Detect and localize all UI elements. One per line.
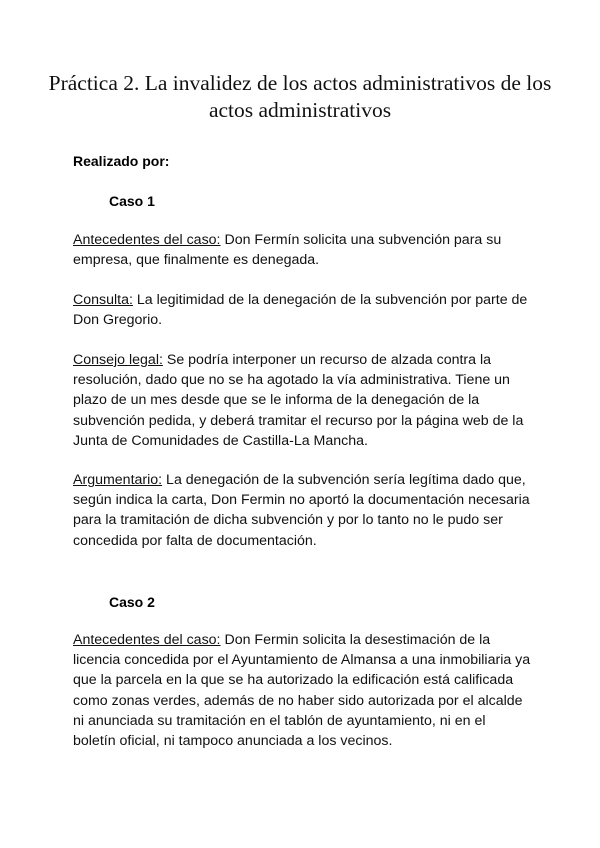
section-label: Argumentario: (73, 472, 163, 488)
section-label: Consulta: (73, 292, 133, 308)
case-1-consejo-legal (73, 350, 531, 451)
section-text: La denegación de la subvención sería legítima dado que, según indica la carta, Don Fermin no aportó la documentación necesaria para la tramitación de dicha subvención y por lo tanto no le pudo ser concedida por falta de documentación. (73, 472, 530, 549)
case-1-argumentario (73, 470, 531, 551)
section-text: Don Fermin solicita la desestimación de la licencia concedida por el Ayuntamiento de Almansa a una inmobiliaria ya que la parcela en la que se ha autorizado la edificación está calificada como zonas verdes, además de no haber sido autorizada por el alcalde ni anunciada su tramitación en el tablón de ayuntamiento, ni en el boletín oficial, ni tampoco anunciada a los vecinos. (73, 632, 531, 750)
section-text: Don Fermín solicita una subvención para su empresa, que finalmente es denegada. (73, 232, 502, 269)
section-label: Antecedentes del caso: (73, 232, 221, 248)
case-1-heading: Caso 1 (109, 193, 155, 209)
case-1-antecedentes (73, 230, 531, 270)
section-text: Se podría interponer un recurso de alzada contra la resolución, dado que no se ha agotado la vía administrativa. Tiene un plazo de un mes desde que se le informa de la denegación de la subvención pedida, y deberá tramitar el recurso por la página web de la Junta de Comunidades de Castilla-La Mancha. (73, 352, 524, 449)
section-text: La legitimidad de la denegación de la subvención por parte de Don Gregorio. (73, 292, 528, 329)
section-label: Antecedentes del caso: (73, 632, 221, 648)
author-label: Realizado por: (73, 153, 170, 169)
case-1-consulta (73, 290, 531, 330)
case-2-heading: Caso 2 (109, 594, 155, 610)
document-title: Práctica 2. La invalidez de los actos administrativos de los actos administrativos (48, 71, 552, 122)
case-2-antecedentes (73, 630, 531, 751)
section-label: Consejo legal: (73, 352, 163, 368)
